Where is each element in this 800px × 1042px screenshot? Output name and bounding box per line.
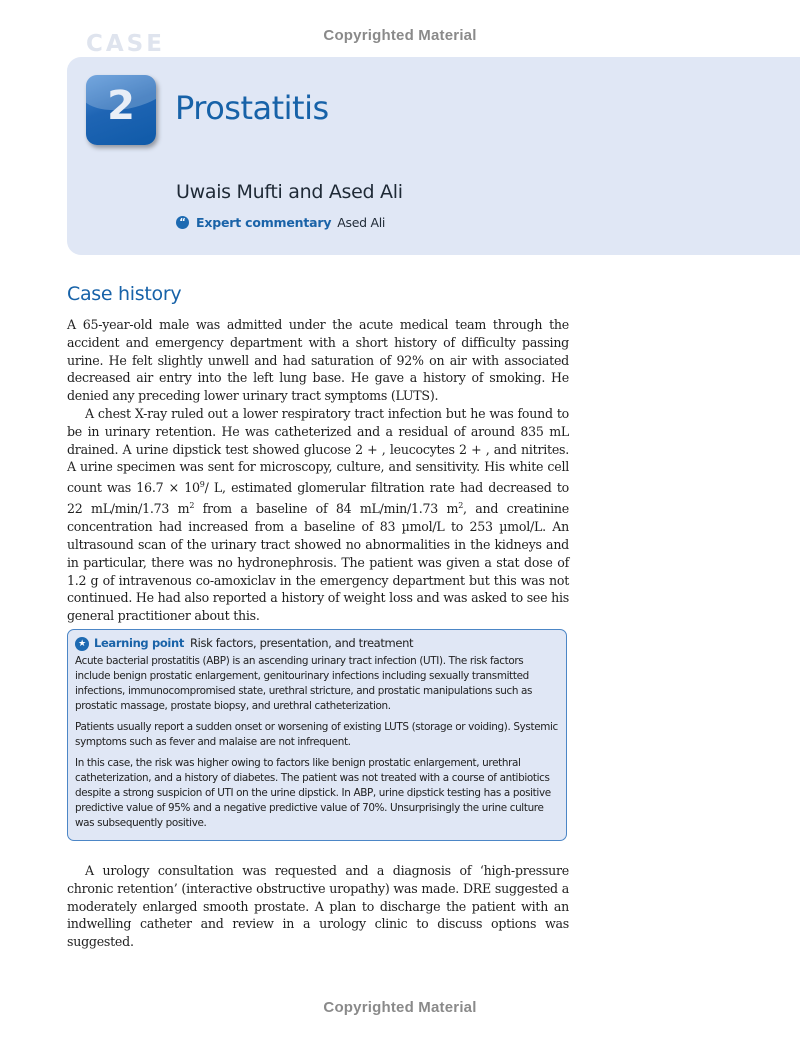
learning-point-paragraph: Patients usually report a sudden onset or worsening of existing LUTS (storage or voiding). Systemic symptoms such as fever and malaise are not infrequent. bbox=[75, 721, 558, 748]
learning-point-header bbox=[75, 636, 559, 651]
section-heading-case-history: Case history bbox=[67, 283, 182, 305]
expert-commentary-name: Ased Ali bbox=[337, 215, 386, 230]
case-number-badge bbox=[86, 75, 156, 145]
case-label: CASE bbox=[86, 31, 165, 57]
expert-commentary-line bbox=[176, 215, 385, 230]
paragraph: A chest X-ray ruled out a lower respiratory tract infection but he was found to be in urinary retention. He was catheterized and a residual of around 835 mL drained. A urine dipstick test showed glucose 2 + , leucocytes 2 + , and nitrites. A urine specimen was sent for microscopy, culture, and sensitivity. His white cell count was $16.7 \times 10^9/$ L, estimated glomerular filtration rate had decreased to 22 mL/min/1.73 $m^2$ from a baseline of 84 mL/min/1.73 $m^2$, and creatinine concentration had increased from a baseline of 83 µmol/L to 253 µmol/L. An ultrasound scan of the urinary tract showed no abnormalities in the kidneys and in particular, there was no hydronephrosis. The patient was given a stat dose of 1.2 g of intravenous co-amoxiclav in the emergency department but this was not continued. He had also reported a history of weight loss and was asked to see his general practitioner about this. bbox=[67, 405, 569, 624]
watermark-bottom: Copyrighted Material bbox=[323, 999, 477, 1016]
paragraph: A 65-year-old male was admitted under the acute medical team through the accident and emergency department with a short history of difficulty passing urine. He felt slightly unwell and had saturation of 92% on air with associated decreased air entry into the left lung base. He gave a history of smoking. He denied any preceding lower urinary tract symptoms (LUTS). bbox=[67, 317, 569, 404]
learning-point-label: Learning point bbox=[94, 636, 184, 650]
chapter-title: Prostatitis bbox=[175, 89, 329, 127]
chapter-authors: Uwais Mufti and Ased Ali bbox=[176, 181, 403, 203]
quote-icon: “ bbox=[176, 216, 189, 229]
star-icon: ★ bbox=[75, 637, 89, 651]
learning-point-paragraph: In this case, the risk was higher owing to factors like benign prostatic enlargement, urethral catheterization, and a history of diabetes. The patient was not treated with a course of antibiotics despite a strong suspicion of UTI on the urine dipstick. In ABP, urine dipstick testing has a positive predictive value of 95% and a negative predictive value of 70%. Unsurprisingly the urine culture was subsequently positive. bbox=[75, 757, 551, 829]
paragraph: A urology consultation was requested and a diagnosis of ‘high-pressure chronic retention’ (interactive obstructive uropathy) was made. DRE suggested a moderately enlarged smooth prostate. A plan to discharge the patient with an indwelling catheter and review in a urology clinic to discuss options was suggested. bbox=[67, 863, 569, 950]
expert-commentary-label: Expert commentary bbox=[196, 215, 332, 230]
continuation-body bbox=[67, 862, 569, 951]
learning-point-subtitle: Risk factors, presentation, and treatment bbox=[189, 636, 414, 650]
case-number: 2 bbox=[107, 83, 135, 129]
watermark-top: Copyrighted Material bbox=[323, 27, 477, 44]
case-history-body bbox=[67, 316, 569, 625]
learning-point-box bbox=[67, 629, 567, 841]
learning-point-paragraph: Acute bacterial prostatitis (ABP) is an ascending urinary tract infection (UTI). The risk factors include benign prostatic enlargement, genitourinary infections including sexually transmitted infections, immunocompromised state, urethral stricture, and prostatic manipulations such as prostatic massage, prostate biopsy, and urethral catheterization. bbox=[75, 655, 533, 712]
